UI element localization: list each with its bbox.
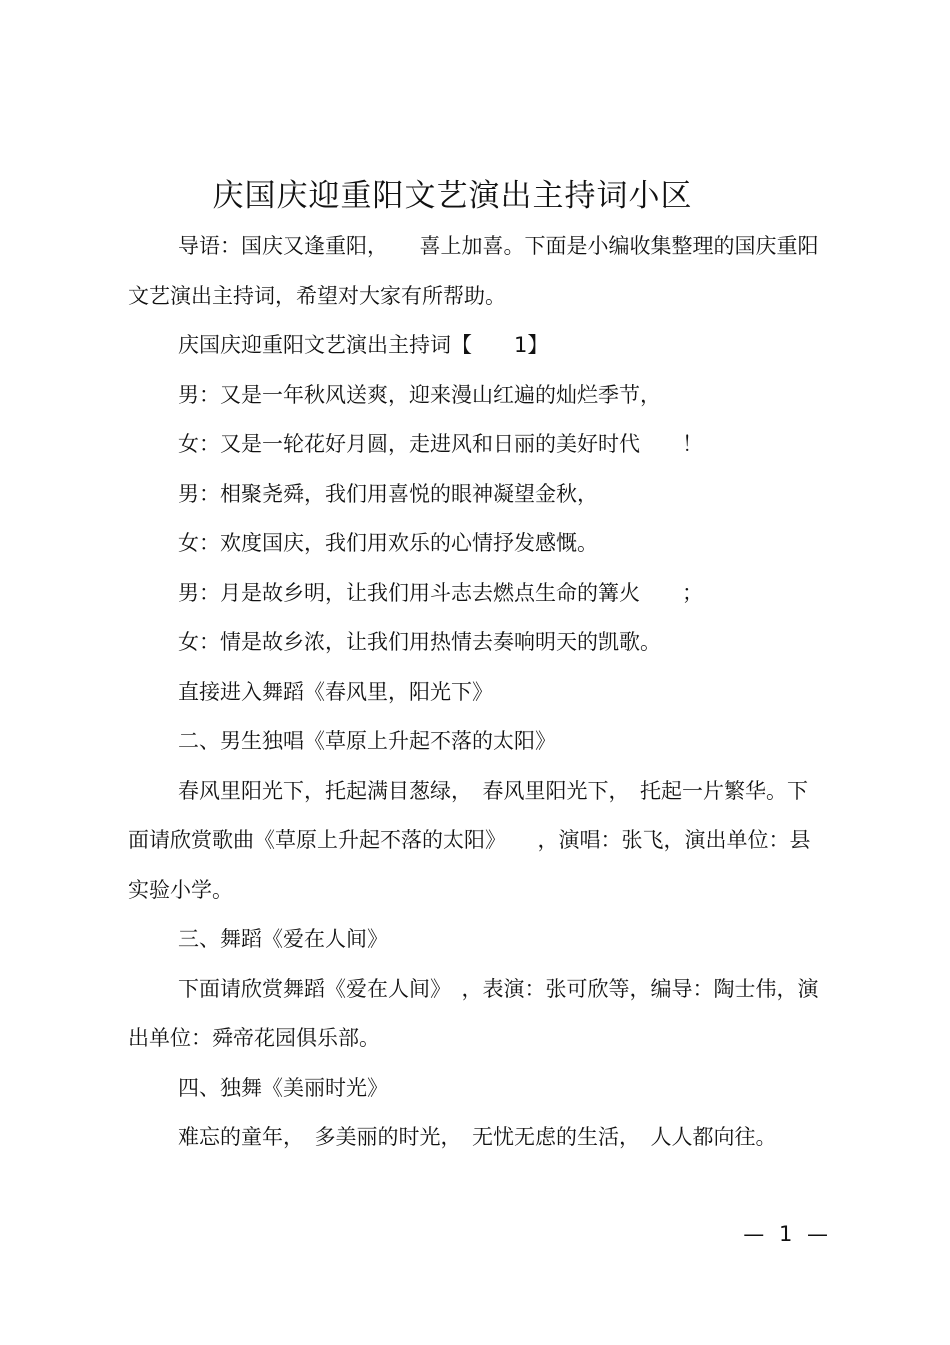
paragraph-dialogue: 男：相聚尧舜，我们用喜悦的眼神凝望金秋，: [178, 481, 598, 506]
paragraph-dialogue: 男：又是一年秋风送爽，迎来漫山红遍的灿烂季节，: [178, 382, 661, 407]
page-number: — 1 —: [743, 1222, 832, 1246]
paragraph-program-item: 三、舞蹈《爱在人间》: [178, 927, 388, 951]
paragraph-program-item: 直接进入舞蹈《春风里，阳光下》: [178, 679, 493, 704]
paragraph-dialogue: 女：又是一轮花好月圆，走进风和日丽的美好时代 ！: [178, 432, 703, 456]
document-title: 庆国庆迎重阳文艺演出主持词小区: [212, 178, 693, 214]
paragraph-introduction: 春风里阳光下，托起满目葱绿， 春风里阳光下， 托起一片繁华。下面请欣赏歌曲《草原上升起不落的太阳》 ，演唱：张飞，演出单位：县实验小学。: [128, 778, 811, 902]
paragraph-section-heading: 庆国庆迎重阳文艺演出主持词【 1】: [178, 333, 549, 357]
paragraph-dialogue: 女：情是故乡浓，让我们用热情去奏响明天的凯歌。: [178, 630, 661, 654]
paragraph-program-item: 四、独舞《美丽时光》: [178, 1075, 388, 1100]
paragraph-program-item: 二、男生独唱《草原上升起不落的太阳》: [178, 729, 556, 753]
document-body: [128, 222, 828, 1163]
paragraph-dialogue: 男：月是故乡明，让我们用斗志去燃点生命的篝火 ；: [178, 580, 703, 605]
paragraph-introduction: 下面请欣赏舞蹈《爱在人间》 ，表演：张可欣等，编导：陶士伟，演出单位：舜帝花园俱乐部。: [128, 976, 819, 1050]
paragraph-intro: 导语：国庆又逢重阳， 喜上加喜。下面是小编收集整理的国庆重阳文艺演出主持词，希望对大家有所帮助。: [128, 234, 819, 308]
paragraph-introduction: 难忘的童年， 多美丽的时光， 无忧无虑的生活， 人人都向往。: [178, 1125, 777, 1149]
paragraph-dialogue: 女：欢度国庆，我们用欢乐的心情抒发感慨。: [178, 531, 598, 555]
